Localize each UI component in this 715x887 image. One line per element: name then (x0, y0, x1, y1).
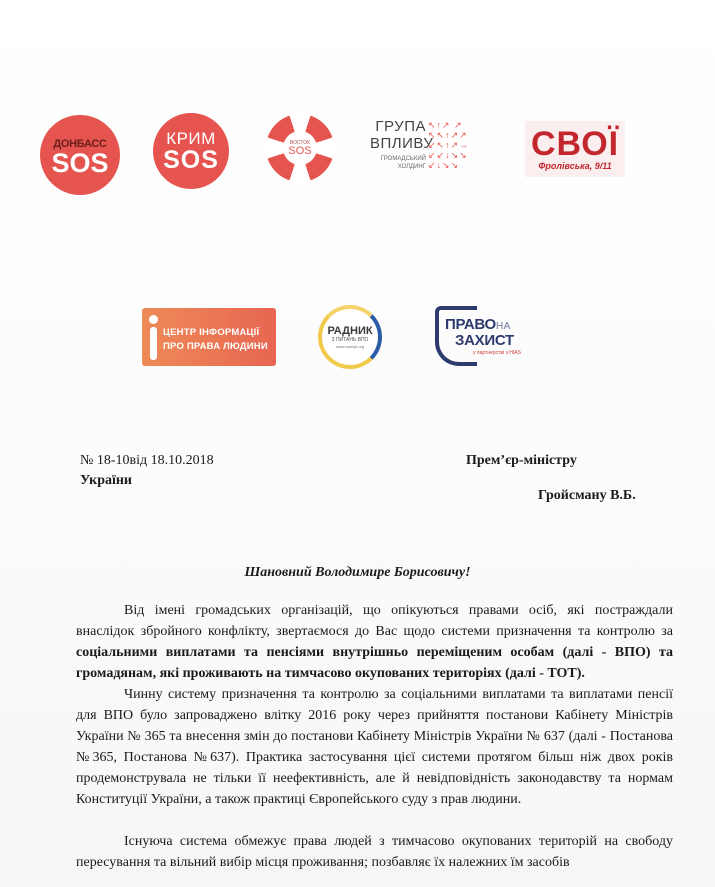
vostok-sos-logo-top: ВОСТОК (289, 139, 311, 146)
radnyk-logo-title: РАДНИК (327, 325, 373, 337)
centr-informacii-line1: ЦЕНТР ІНФОРМАЦІЇ (163, 327, 260, 338)
paragraph-2-text: Чинну систему призначення та контролю за соціальними виплатами та виплатами пенсії для ВПО було запроваджено влітку 2016 року через прийняття постанови Кабінету Міністрів України № 365 та внесення змін до постанови Кабінету Міністрів України № 637 (далі - Постанова №365, Постанова №637). Практика застосування цієї системи протягом більш ніж двох років продемонструвала не тільки її неефективність, але й невідповідність законодавству та нормам Конституції України, а також практиці Європейського суду з прав людини. (76, 687, 673, 807)
pravo-logo-na: НА (495, 321, 511, 332)
svoi-logo-address: Фролівська, 9/11 (538, 161, 612, 171)
body-paragraph-1 (76, 600, 673, 684)
vostok-sos-logo (266, 114, 334, 182)
document-addressee-country: України (80, 473, 133, 488)
paragraph-1-bold-text: соціальними виплатами та пенсіями внутрішньо переміщеним особам (далі - ВПО) та громадянам, які проживають на тимчасово окупованих територіях (далі - ТОТ). (76, 645, 673, 681)
grupa-vplyvu-line3: ГРОМАДСЬКИЙ ХОЛДИНГ (380, 156, 426, 170)
pravo-logo-line1: ПРАВО (445, 316, 496, 333)
svoi-logo (525, 121, 625, 177)
pravo-logo-partner: у партнерстві з HIAS (473, 350, 521, 356)
info-icon (149, 315, 158, 324)
salutation: Шановний Володимире Борисовичу! (244, 565, 471, 580)
document-number: № 18-10від 18.10.2018 (80, 453, 214, 468)
radnyk-logo (318, 305, 382, 369)
centr-informacii-logo (142, 308, 276, 366)
pravo-na-zakhyst-logo (435, 306, 535, 368)
pravo-logo-line2: ЗАХИСТ (455, 332, 514, 349)
recipient-name: Гройсману В.Б. (538, 488, 636, 503)
krym-sos-logo-sos: SOS (163, 146, 219, 174)
svoi-logo-title: СВОЇ (530, 125, 620, 163)
vostok-sos-logo-sos: SOS (288, 144, 312, 157)
info-icon-bar (150, 327, 157, 360)
donbass-sos-logo (40, 115, 120, 195)
recipient-title: Прем’єр-міністру (466, 453, 577, 468)
centr-informacii-line2: ПРО ПРАВА ЛЮДИНИ (163, 341, 268, 352)
grupa-vplyvu-line2: ВПЛИВУ (370, 135, 434, 152)
donbass-sos-logo-top: ДОНБАСС (53, 138, 107, 150)
grupa-vplyvu-line1: ГРУПА (375, 118, 426, 135)
arrows-cloud-icon: ↖↑↗ ↗ ↖↖↑↗↗ ↙↖↑↗→ ↙↙↓↘↘ ↙↓↘↘ (428, 120, 470, 170)
body-paragraph-2 (76, 684, 673, 810)
krym-sos-logo-top: КРИМ (166, 129, 216, 148)
radnyk-logo-url: www.radnyk.org (335, 344, 365, 349)
paragraph-1-text: Від імені громадських організацій, що опікуються правами осіб, які постраждали внаслідок збройного конфлікту, звертаємося до Вас щодо системи призначення та контролю за (76, 603, 673, 639)
body-paragraph-3 (76, 831, 673, 873)
grupa-vplyvu-logo (370, 118, 470, 182)
krym-sos-logo (153, 113, 229, 189)
radnyk-logo-subtitle: З ПИТАНЬ ВПО (331, 337, 369, 343)
paragraph-3-text: Існуюча система обмежує права людей з тимчасово окупованих територій на свободу пересування та вільний вибір місця проживання; позбавляє їх належних їм засобів (76, 834, 673, 870)
donbass-sos-logo-sos: SOS (51, 148, 109, 178)
